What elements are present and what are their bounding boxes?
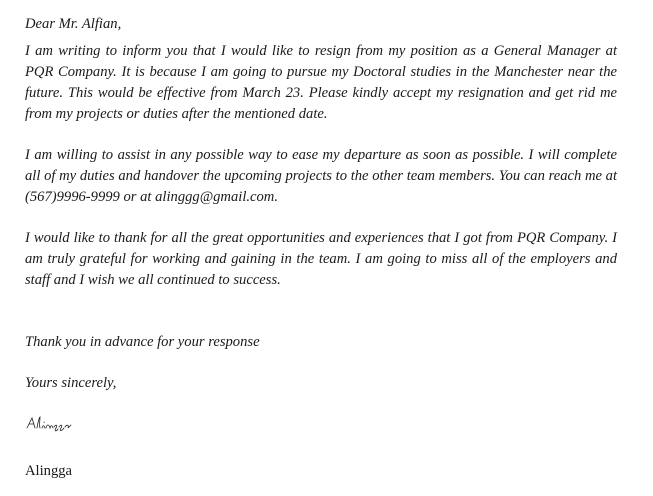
letter-paragraph-1: I am writing to inform you that I would like to resign from my position as a General Manager at PQR Company. It is because I am going to pursue my Doctoral studies in the Manchester near the future. This would be effective from March 23. Please kindly accept my resignation and get rid me from my projects or duties after the mentioned date. [25,43,617,122]
sender-name: Alingga [25,463,73,479]
letter-greeting: Dear Mr. Alfian, [25,16,122,32]
letter-paragraph-2: I am willing to assist in any possible way to ease my departure as soon as possible. I will complete all of my duties and handover the upcoming projects to the other team members. You can reach me at (567)9996-9999 or at alinggg@gmail.com. [25,147,617,205]
handwritten-signature [25,410,73,434]
letter-closing: Yours sincerely, [25,375,117,391]
thanks-line: Thank you in advance for your response [25,334,260,350]
letter-paragraph-3: I would like to thank for all the great opportunities and experiences that I got from PQR Company. I am truly grateful for working and gaining in the team. I am going to miss all of the employers and staff and I wish we all continued to success. [25,230,617,288]
